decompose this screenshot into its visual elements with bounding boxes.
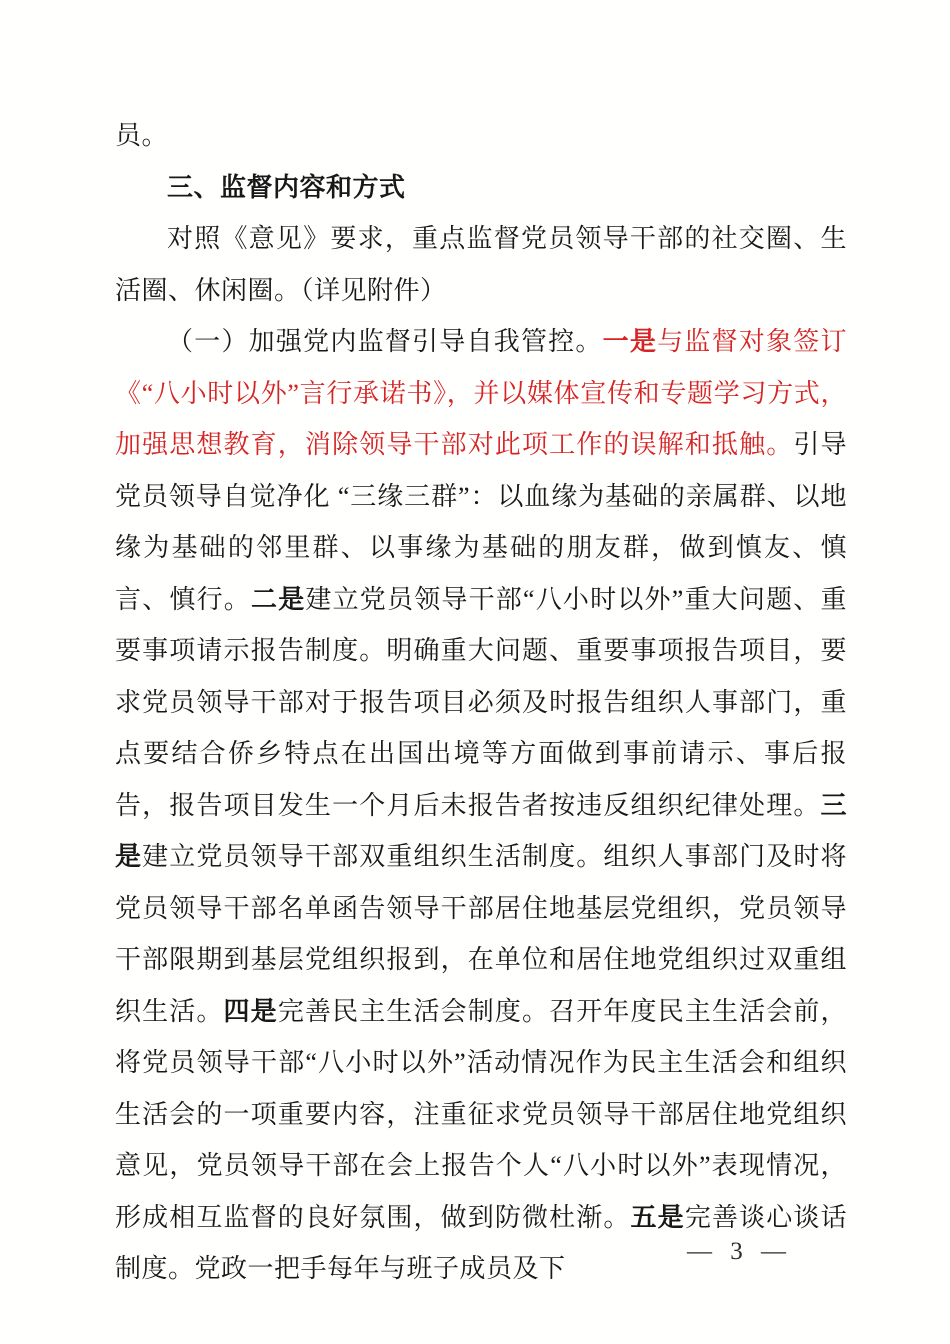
section-heading: 三、监督内容和方式: [167, 171, 406, 202]
text-segment-bold: 五是: [630, 1202, 685, 1232]
paragraph-intro: [115, 213, 847, 316]
text-segment-normal: 对照《意见》要求，重点监督党员领导干部的社交圈、生活圈、休闲圈。（详见附件）: [115, 224, 847, 305]
text-segment-normal: 完善谈心谈话制度。党政一把手每年与班子成员及下: [115, 1202, 847, 1283]
page-number: — 3 —: [687, 1238, 792, 1265]
document-body: [115, 110, 847, 1295]
text-segment-normal: 完善民主生活会制度。召开年度民主生活会前，将党员领导干部“八小时以外”活动情况作为民主生活会和组织生活会的一项重要内容，注重征求党员领导干部居住地党组织意见，党员领导干部在会上报告个人“八小时以外”表现情况，形成相互监督的良好氛围，做到防微杜渐。: [115, 996, 847, 1232]
text-segment-bold: 三是: [115, 790, 847, 871]
text-segment-kaiti: （一）加强党内监督引导自我管控。: [167, 327, 603, 356]
paragraph-measures: [115, 316, 847, 1295]
text-segment-bold: 二是: [251, 584, 306, 614]
text-segment-normal: 建立党员领导干部双重组织生活制度。组织人事部门及时将党员领导干部名单函告领导干部居住地基层党组织，党员领导干部限期到基层党组织报到，在单位和居住地党组织过双重组织生活。: [115, 842, 847, 1026]
text-segment-red-bold: 一是: [602, 327, 658, 356]
paragraph-continuation: 员。: [115, 121, 169, 150]
text-segment-bold: 四是: [223, 996, 278, 1026]
text-segment-red: 与监督对象签订《“八小时以外”言行承诺书》，并以媒体宣传和专题学习方式，加强思想教育，消除领导干部对此项工作的误解和抵触。: [115, 327, 847, 459]
text-segment-normal: 建立党员领导干部“八小时以外”重大问题、重要事项请示报告制度。明确重大问题、重要事项报告项目，要求党员领导干部对于报告项目必须及时报告组织人事部门，重点要结合侨乡特点在出国出境等方面做到事前请示、事后报告，报告项目发生一个月后未报告者按违反组织纪律处理。: [115, 584, 847, 820]
text-segment-normal: 引导党员领导自觉净化 “三缘三群”：以血缘为基础的亲属群、以地缘为基础的邻里群、以事缘为基础的朋友群，做到慎友、慎言、慎行。: [115, 430, 847, 614]
